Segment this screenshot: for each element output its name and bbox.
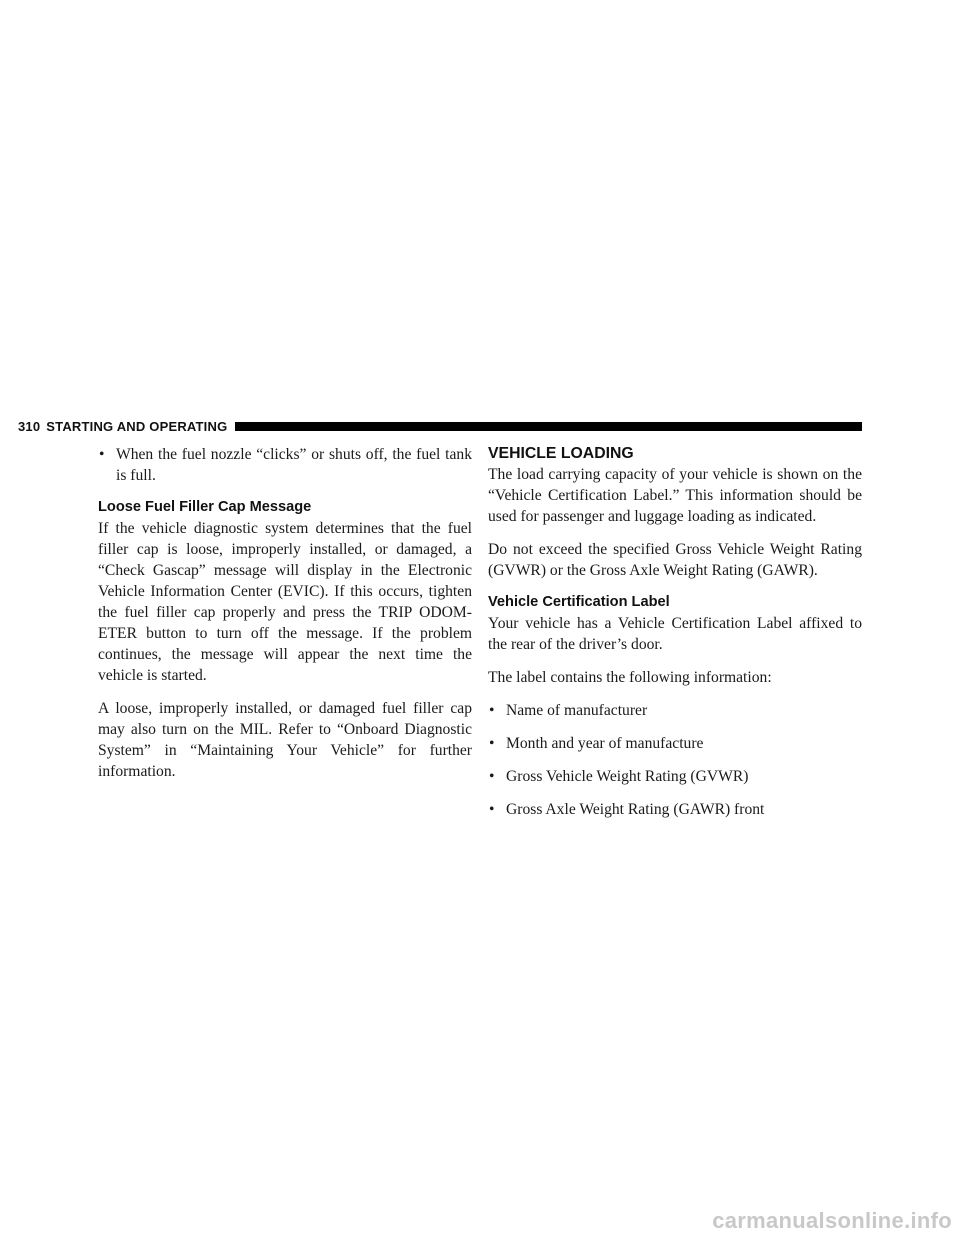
cert-label-list [488, 700, 862, 820]
loose-cap-paragraph-2: A loose, improperly installed, or damaged fuel filler cap may also turn on the MIL. Refer to “Onboard Diagnostic System” in “Maintaining Your Vehicle” for further information. [98, 700, 472, 780]
cert-label-paragraph-2: The label contains the following information: [488, 669, 772, 686]
cert-label-heading: Vehicle Certification Label [488, 594, 670, 610]
fuel-bullet-list [98, 444, 472, 486]
loose-cap-heading: Loose Fuel Filler Cap Message [98, 499, 312, 515]
header-rule [235, 422, 862, 431]
vehicle-loading-paragraph-2: Do not exceed the specified Gross Vehicle Weight Rating (GVWR) or the Gross Axle Weight Rating (GAWR). [488, 541, 862, 579]
list-item: • Gross Vehicle Weight Rating (GVWR) [488, 766, 862, 787]
list-item: • Gross Axle Weight Rating (GAWR) front [488, 799, 862, 820]
page-number: 310 [18, 418, 41, 434]
list-item: • Name of manufacturer [488, 700, 862, 721]
section-title: STARTING AND OPERATING [46, 418, 228, 434]
cert-label-paragraph-1: Your vehicle has a Vehicle Certification Label affixed to the rear of the driver’s door. [488, 615, 862, 653]
left-column [98, 444, 472, 794]
loose-cap-paragraph-1: If the vehicle diagnostic system determines that the fuel filler cap is loose, improperly installed, or damaged, a “Check Gascap” message will display in the Electronic Vehicle Information Center (EVIC). If this occurs, tighten the fuel filler cap properly and press the TRIP ODOM-ETER button to turn off the message. If the problem continues, the message will appear the next time the vehicle is started. [98, 520, 472, 684]
watermark: carmanualsonline.info [712, 1208, 952, 1233]
right-column [488, 444, 862, 832]
vehicle-loading-paragraph-1: The load carrying capacity of your vehicle is shown on the “Vehicle Certification Label.” This information should be used for passenger and luggage loading as indicated. [488, 466, 862, 525]
bullet-fuel-nozzle: • When the fuel nozzle “clicks” or shuts off, the fuel tank is full. [98, 444, 472, 486]
list-item: • Month and year of manufacture [488, 733, 862, 754]
page-header [18, 417, 862, 435]
vehicle-loading-heading: VEHICLE LOADING [488, 445, 634, 462]
